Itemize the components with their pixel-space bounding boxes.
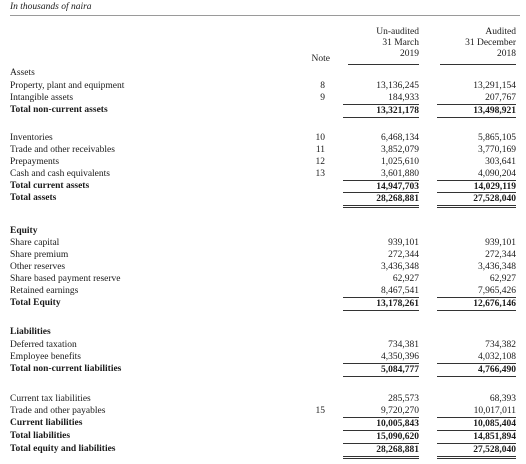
- table-row: [0, 273, 526, 285]
- row-value-current: 28,268,881: [343, 443, 419, 459]
- row-note: 10: [315, 133, 325, 143]
- top-divider: [10, 15, 520, 16]
- subtotal-row: [0, 180, 526, 192]
- row-label: Total assets: [10, 193, 57, 203]
- subtotal-row: [0, 430, 526, 442]
- row-value-current: 9,720,270: [381, 406, 419, 416]
- row-value-current: 13,136,245: [376, 81, 419, 91]
- row-value-current: 62,927: [392, 274, 419, 284]
- row-label: Prepayments: [10, 157, 60, 167]
- row-value-current: 1,025,610: [381, 157, 419, 167]
- column-header-previous-line1: Audited: [485, 27, 516, 37]
- row-value-previous: 303,641: [485, 157, 516, 167]
- row-value-previous: 3,770,169: [478, 145, 516, 155]
- row-value-previous: 62,927: [489, 274, 516, 284]
- row-value-current: 28,268,881: [343, 192, 419, 208]
- row-label: Deferred taxation: [10, 340, 77, 350]
- row-label: Total non-current liabilities: [10, 364, 122, 374]
- row-value-previous: 10,085,404: [437, 417, 516, 430]
- row-label: Current liabilities: [10, 418, 83, 428]
- column-header-current-line1: Un-audited: [376, 27, 419, 37]
- header-rule-previous: [440, 64, 516, 65]
- row-label: Share premium: [10, 250, 69, 260]
- row-value-previous: 68,393: [489, 394, 516, 404]
- section-heading-row: [0, 326, 526, 338]
- column-header-current-line3: 2019: [400, 49, 419, 59]
- table-row: [0, 156, 526, 168]
- row-value-current: 13,321,178: [343, 104, 419, 118]
- row-label: Share based payment reserve: [10, 274, 121, 284]
- table-row: [0, 249, 526, 261]
- row-value-current: 3,436,348: [381, 262, 419, 272]
- row-value-previous: 12,676,146: [437, 297, 516, 311]
- row-label: Share capital: [10, 238, 60, 248]
- row-value-previous: 4,090,204: [478, 169, 516, 179]
- column-header-previous: [436, 27, 516, 60]
- table-row: [0, 405, 526, 417]
- row-label: Total Equity: [10, 298, 61, 308]
- column-header-previous-line3: 2018: [497, 49, 516, 59]
- row-value-current: 8,467,541: [381, 286, 419, 296]
- column-header-previous-line2: 31 December: [465, 38, 516, 48]
- subtotal-row: [0, 297, 526, 309]
- row-value-previous: 939,101: [485, 238, 516, 248]
- row-label: Intangible assets: [10, 93, 74, 103]
- row-label: Property, plant and equipment: [10, 81, 125, 91]
- table-row: [0, 92, 526, 104]
- row-value-current: 272,344: [388, 250, 419, 260]
- row-value-current: 285,573: [388, 394, 419, 404]
- row-label: Trade and other payables: [10, 406, 106, 416]
- table-row: [0, 168, 526, 180]
- row-value-previous: 7,965,426: [478, 286, 516, 296]
- row-value-previous: 3,436,348: [478, 262, 516, 272]
- column-header-current-line2: 31 March: [382, 38, 419, 48]
- table-row: [0, 237, 526, 249]
- row-value-current: 184,933: [388, 93, 419, 103]
- subtotal-row: [0, 104, 526, 116]
- row-value-previous: 4,766,490: [437, 363, 516, 377]
- row-value-current: 13,178,261: [343, 297, 419, 311]
- subtotal-row: [0, 363, 526, 375]
- column-header-current: [346, 27, 419, 60]
- row-label: Equity: [10, 226, 38, 236]
- row-value-previous: 5,865,105: [478, 133, 516, 143]
- row-value-current: 6,468,134: [381, 133, 419, 143]
- row-label: Inventories: [10, 133, 53, 143]
- row-note: 15: [315, 406, 325, 416]
- row-note: 11: [315, 145, 325, 155]
- row-label: Assets: [10, 68, 35, 78]
- row-value-current: 10,005,843: [343, 417, 419, 430]
- row-label: Cash and cash equivalents: [10, 169, 110, 179]
- row-label: Other reserves: [10, 262, 66, 272]
- section-heading-row: [0, 67, 526, 79]
- row-label: Total non-current assets: [10, 105, 108, 115]
- table-row: [0, 393, 526, 405]
- table-row: [0, 132, 526, 144]
- row-value-previous: 272,344: [485, 250, 516, 260]
- row-value-current: 14,947,703: [343, 180, 419, 193]
- subtotal-row: [0, 417, 526, 429]
- table-row: [0, 351, 526, 363]
- row-label: Employee benefits: [10, 352, 81, 362]
- row-value-current: 734,381: [388, 340, 419, 350]
- row-value-current: 3,601,880: [381, 169, 419, 179]
- total-row: [0, 443, 526, 455]
- table-row: [0, 80, 526, 92]
- row-value-current: 939,101: [388, 238, 419, 248]
- row-label: Liabilities: [10, 327, 51, 337]
- units-caption: In thousands of naira: [10, 2, 92, 12]
- table-row: [0, 144, 526, 156]
- row-value-current: 3,852,079: [381, 145, 419, 155]
- table-row: [0, 261, 526, 273]
- column-header-note: Note: [311, 54, 330, 64]
- row-label: Current tax liabilities: [10, 394, 91, 404]
- row-value-previous: 207,767: [485, 93, 516, 103]
- row-value-previous: 13,291,154: [473, 81, 516, 91]
- row-note: 12: [315, 157, 325, 167]
- row-value-current: 5,084,777: [343, 363, 419, 377]
- row-value-previous: 734,382: [485, 340, 516, 350]
- table-row: [0, 339, 526, 351]
- row-label: Retained earnings: [10, 286, 79, 296]
- row-value-previous: 14,851,894: [437, 430, 516, 443]
- row-label: Trade and other receivables: [10, 145, 115, 155]
- row-value-previous: 14,029,119: [437, 180, 516, 193]
- row-note: 9: [320, 93, 325, 103]
- row-value-previous: 10,017,011: [473, 406, 516, 416]
- row-label: Total equity and liabilities: [10, 444, 116, 454]
- row-value-previous: 27,528,040: [437, 443, 516, 459]
- section-heading-row: [0, 225, 526, 237]
- row-value-current: 15,090,620: [343, 430, 419, 443]
- row-value-previous: 4,032,108: [478, 352, 516, 362]
- row-value-current: 4,350,396: [381, 352, 419, 362]
- row-note: 13: [315, 169, 325, 179]
- row-label: Total liabilities: [10, 431, 71, 441]
- total-row: [0, 192, 526, 204]
- row-value-previous: 27,528,040: [437, 192, 516, 208]
- row-label: Total current assets: [10, 181, 90, 191]
- row-value-previous: 13,498,921: [437, 104, 516, 118]
- header-rule-current: [348, 64, 419, 65]
- table-row: [0, 285, 526, 297]
- row-note: 8: [320, 81, 325, 91]
